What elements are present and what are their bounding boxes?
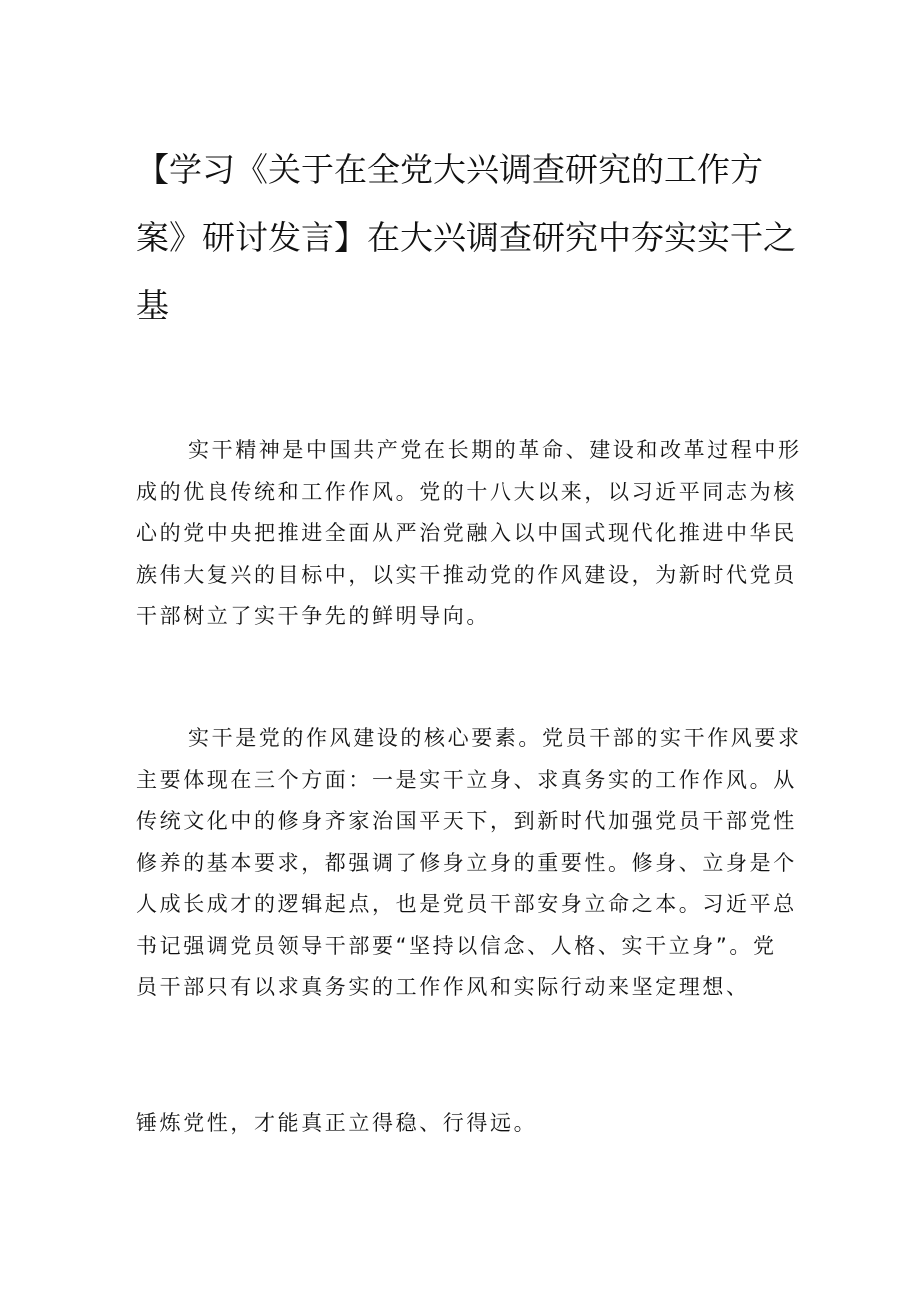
paragraph-line: 修养的基本要求，都强调了修身立身的重要性。修身、立身是个 [136, 850, 797, 875]
paragraph-line: 干部树立了实干争先的鲜明导向。 [136, 604, 490, 628]
paragraph-line: 书记强调党员领导干部要“坚持以信念、人格、实干立身”。党 [136, 933, 777, 958]
paragraph-line: 实干是党的作风建设的核心要素。党员干部的实干作风要求 [188, 726, 802, 750]
paragraph-line: 实干精神是中国共产党在长期的革命、建设和改革过程中形 [188, 438, 802, 462]
paragraph-line: 族伟大复兴的目标中，以实干推动党的作风建设，为新时代党员 [136, 562, 797, 587]
paragraph-2 [136, 718, 802, 1009]
paragraph-3 [136, 1103, 788, 1145]
title-line: 基 [136, 286, 169, 325]
paragraph-line: 心的党中央把推进全面从严治党融入以中国式现代化推进中华民 [136, 521, 797, 545]
paragraph-line: 主要体现在三个方面：一是实干立身、求真务实的工作作风。从 [136, 767, 797, 792]
paragraph-line: 锤炼党性，才能真正立得稳、行得远。 [136, 1111, 538, 1135]
title-line: 案》研讨发言】在大兴调查研究中夯实实干之 [136, 218, 796, 257]
document-title [136, 136, 796, 340]
paragraph-line: 员干部只有以求真务实的工作作风和实际行动来坚定理想、 [136, 975, 750, 999]
paragraph-line: 人成长成才的逻辑起点，也是党员干部安身立命之本。习近平总 [136, 892, 797, 916]
title-line: 【学习《关于在全党大兴调查研究的工作方 [136, 150, 763, 189]
paragraph-1 [136, 430, 802, 638]
paragraph-line: 成的优良传统和工作作风。党的十八大以来，以习近平同志为核 [136, 479, 797, 504]
paragraph-line: 传统文化中的修身齐家治国平天下，到新时代加强党员干部党性 [136, 809, 797, 833]
